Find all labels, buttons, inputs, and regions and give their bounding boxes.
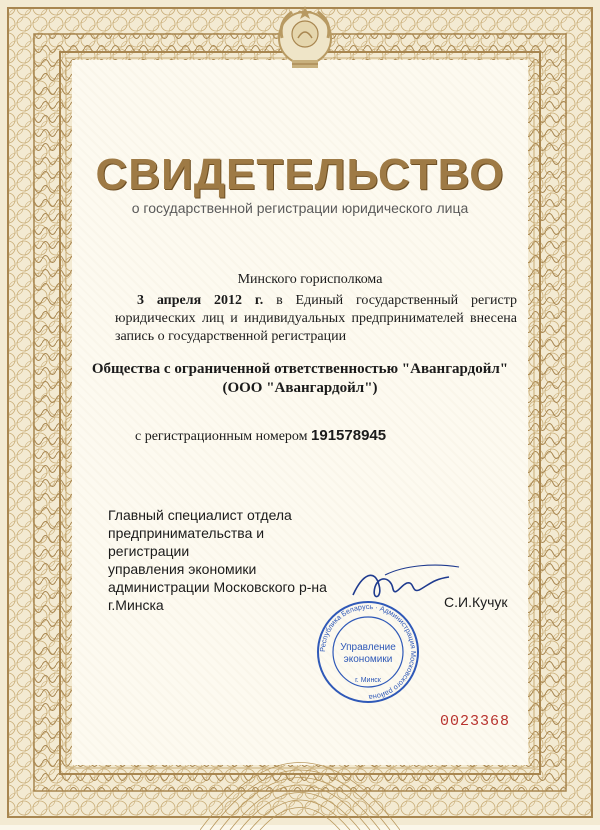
position-line: Главный специалист отдела	[108, 507, 292, 523]
registration-number-label: с регистрационным номером	[135, 429, 308, 444]
company-name	[0, 360, 600, 398]
stamp-city: г. Минск	[355, 677, 381, 684]
registration-statement	[115, 292, 517, 346]
position-line: управления экономики	[108, 561, 257, 577]
signatory-position	[108, 506, 348, 614]
stamp-ring-text: Республика Беларусь · Администрация Московского района	[317, 601, 419, 703]
issuer: Минского горисполкома	[237, 272, 383, 287]
registration-date: 3 апреля 2012 г.	[137, 293, 264, 308]
serial-number: 0023368	[440, 713, 511, 730]
position-line: регистрации	[108, 543, 190, 559]
document-subtitle: о государственной регистрации юридического лица	[131, 200, 469, 216]
stamp-center-line2: экономики	[343, 654, 393, 665]
company-short-name: (ООО "Авангардойл")	[222, 380, 378, 396]
company-full-name: Общества с ограниченной ответственностью "Авангардойл"	[91, 361, 509, 377]
registration-number: 191578945	[311, 427, 387, 444]
signer-name: С.И.Кучук	[444, 594, 508, 610]
position-line: предпринимательства и	[108, 525, 265, 541]
document-title: СВИДЕТЕЛЬСТВО	[95, 150, 505, 199]
statement-text: в Единый государственный регистр юридических лиц и индивидуальных предпринимателей внесена запись о государственной регистрации	[115, 293, 517, 344]
position-line: г.Минска	[108, 597, 164, 613]
position-line: администрации Московского р-на	[108, 579, 327, 595]
stamp-center-line1: Управление	[340, 642, 396, 653]
registration-number-line	[135, 427, 386, 445]
guilloche-rosette	[200, 690, 400, 830]
state-emblem-icon	[274, 4, 336, 78]
